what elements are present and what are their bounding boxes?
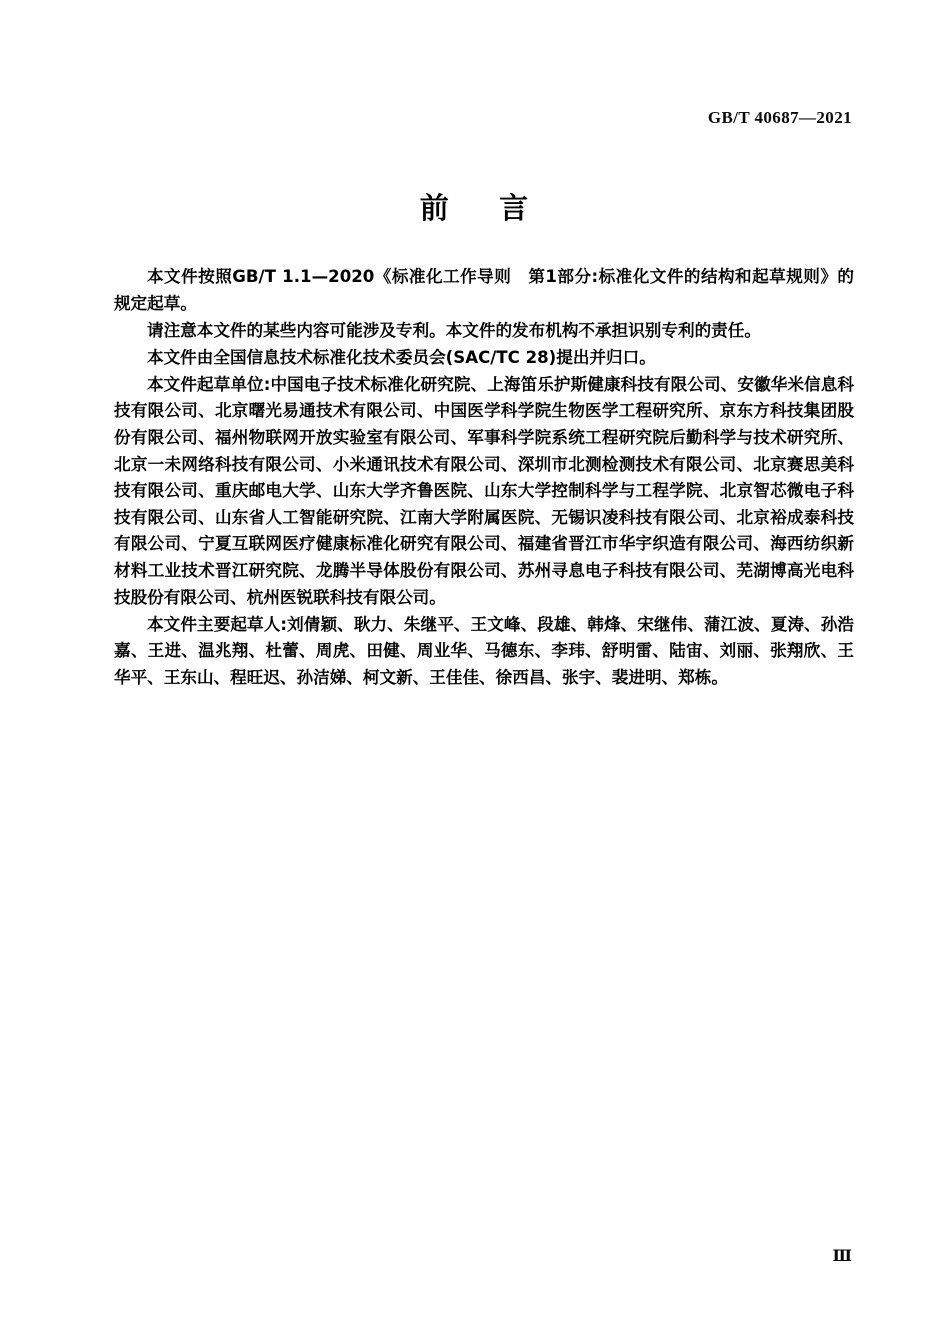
foreword-paragraph: 请注意本文件的某些内容可能涉及专利。本文件的发布机构不承担识别专利的责任。 bbox=[147, 320, 761, 340]
foreword-paragraph-drafters: 本文件主要起草人:刘倩颖、耿力、朱继平、王文峰、段雄、韩烽、宋继伟、蒲江波、夏涛、孙浩嘉、王进、温兆翔、杜蕾、周虎、田健、周业华、马德东、李玮、舒明雷、陆宙、刘丽、张翔欣、王华平、王东山、程旺迟、孙洁娣、柯文新、王佳佳、徐西昌、张宇、裴进明、郑栋。 bbox=[114, 614, 854, 687]
page-title: 前 言 bbox=[419, 191, 531, 225]
foreword-body bbox=[114, 264, 854, 692]
page-number: Ⅲ bbox=[832, 1248, 852, 1265]
foreword-paragraph: 本文件由全国信息技术标准化技术委员会(SAC/TC 28)提出并归口。 bbox=[147, 347, 656, 367]
foreword-paragraph-drafting-units: 本文件起草单位:中国电子技术标准化研究院、上海笛乐护斯健康科技有限公司、安徽华米信息科技有限公司、北京曙光易通技术有限公司、中国医学科学院生物医学工程研究所、京东方科技集团股份有限公司、福州物联网开放实验室有限公司、军事科学院系统工程研究院后勤科学与技术研究所、北京一未网络科技有限公司、小米通讯技术有限公司、深圳市北测检测技术有限公司、北京赛思美科技有限公司、重庆邮电大学、山东大学齐鲁医院、山东大学控制科学与工程学院、北京智芯微电子科技有限公司、山东省人工智能研究院、江南大学附属医院、无锡识凌科技有限公司、北京裕成泰科技有限公司、宁夏互联网医疗健康标准化研究有限公司、福建省晋江市华宇织造有限公司、海西纺织新材料工业技术晋江研究院、龙腾半导体股份有限公司、苏州寻息电子科技有限公司、芜湖博高光电科技股份有限公司、杭州医锐联科技有限公司。 bbox=[114, 374, 854, 607]
standard-code: GB/T 40687—2021 bbox=[707, 108, 852, 127]
page-header bbox=[114, 108, 852, 132]
foreword-paragraph: 本文件按照GB/T 1.1—2020《标准化工作导则 第1部分:标准化文件的结构和起草规则》的规定起草。 bbox=[114, 267, 854, 313]
